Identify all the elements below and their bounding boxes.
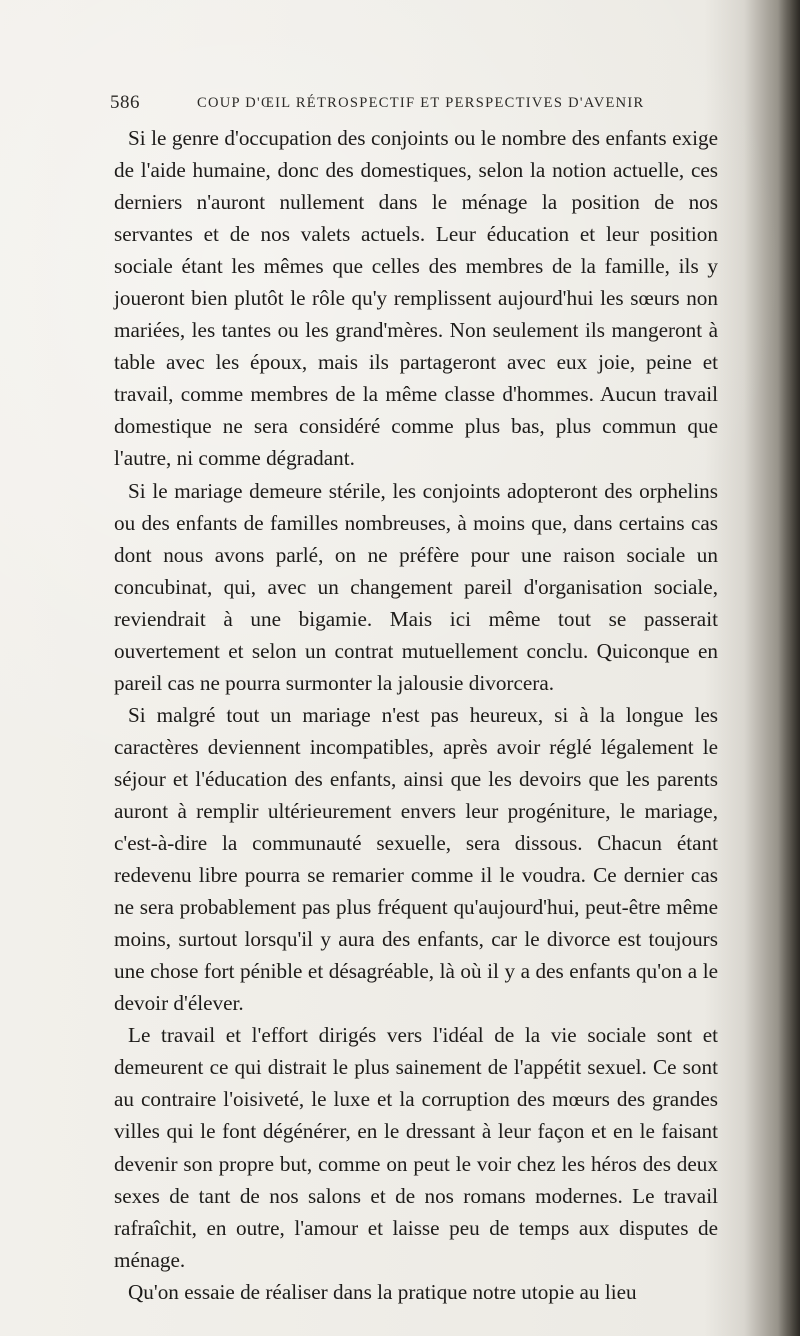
paragraph: Si malgré tout un mariage n'est pas heureux, si à la longue les caractères deviennent incompatibles, après avoir réglé légalement le séjour et l'éducation des enfants, ainsi que les devoirs que les parents auront à remplir ultérieurement envers leur progéniture, le mariage, c'est-à-dire la communauté sexuelle, sera dissous. Chacun étant redevenu libre pourra se remarier comme il le voudra. Ce dernier cas ne sera probablement pas plus fréquent qu'aujourd'hui, peut-être même moins, surtout lorsqu'il y aura des enfants, car le divorce est toujours une chose fort pénible et désagréable, là où il y a des enfants qu'on a le devoir d'élever. xyxy=(114,702,718,1016)
running-head: COUP D'ŒIL RÉTROSPECTIF ET PERSPECTIVES D'AVENIR xyxy=(197,95,645,111)
paragraph: Si le genre d'occupation des conjoints ou le nombre des enfants exige de l'aide humaine, donc des domestiques, selon la notion actuelle, ces derniers n'auront nullement dans le ménage la position de nos servantes et de nos valets actuels. Leur éducation et leur position sociale étant les mêmes que celles des membres de la famille, ils y joueront bien plutôt le rôle qu'y remplissent aujourd'hui les sœurs non mariées, les tantes ou les grand'mères. Non seulement ils mangeront à table avec les époux, mais ils partageront avec eux joie, peine et travail, comme membres de la même classe d'hommes. Aucun travail domestique ne sera considéré comme plus bas, plus commun que l'autre, ni comme dégradant. xyxy=(114,126,718,471)
body-text xyxy=(114,122,718,1308)
page-edge-shadow xyxy=(778,0,800,1336)
paragraph: Qu'on essaie de réaliser dans la pratique notre utopie au lieu xyxy=(128,1279,637,1304)
paragraph: Si le mariage demeure stérile, les conjoints adopteront des orphelins ou des enfants de familles nombreuses, à moins que, dans certains cas dont nous avons parlé, on ne préfère pour une raison sociale un concubinat, qui, avec un changement pareil d'organisation sociale, reviendrait à une bigamie. Mais ici même tout se passerait ouvertement et selon un contrat mutuellement conclu. Quiconque en pareil cas ne pourra surmonter la jalousie divorcera. xyxy=(114,478,718,695)
page-number: 586 xyxy=(110,92,140,113)
paragraph: Le travail et l'effort dirigés vers l'idéal de la vie sociale sont et demeurent ce qui distrait le plus sainement de l'appétit sexuel. Ce sont au contraire l'oisiveté, le luxe et la corruption des mœurs des grandes villes qui le font dégénérer, en le dressant à leur façon et en le faisant devenir son propre but, comme on peut le voir chez les héros des deux sexes de tant de nos salons et de nos romans modernes. Le travail rafraîchit, en outre, l'amour et laisse peu de temps aux disputes de ménage. xyxy=(114,1023,718,1272)
page-header xyxy=(110,92,710,114)
